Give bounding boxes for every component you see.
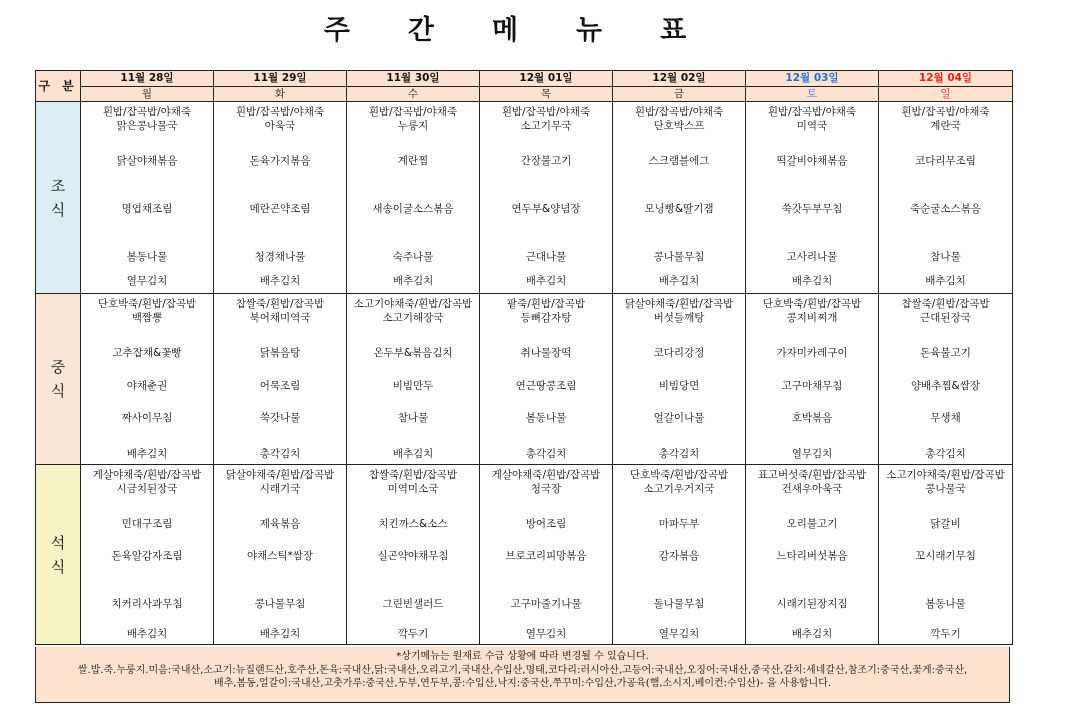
menu-item: 총각김치 — [525, 448, 567, 460]
menu-item: 제육볶음 — [259, 518, 301, 530]
menu-item: 소고기무국 — [520, 120, 572, 132]
menu-cell — [746, 465, 879, 645]
menu-item: 닭살야채죽/흰밥/잡곡밥 — [225, 469, 335, 481]
menu-item: 열무김치 — [126, 275, 168, 287]
menu-item: 명엽채조림 — [121, 203, 173, 215]
origin-notice — [35, 647, 1010, 703]
notice-line: 배추,봄동,얼갈이:국내산,고춧가루:중국산,두부,연두부,콩:수입산,낙지:중국산,쭈꾸미:수입산,가공육(햄,소시지,베이컨:수입산)- 을 사용합니다. — [213, 678, 832, 689]
menu-item: 돌나물무침 — [653, 598, 705, 610]
menu-cell — [81, 465, 214, 645]
menu-item: 총각김치 — [259, 448, 301, 460]
menu-item: 야채춘권 — [126, 380, 168, 392]
date-header: 11월 30일 — [347, 71, 480, 87]
menu-item: 미역미소국 — [387, 483, 439, 495]
menu-cell — [347, 465, 480, 645]
menu-item: 온두부&볶음김치 — [373, 347, 453, 359]
menu-item: 청경채나물 — [254, 251, 306, 263]
menu-item: 짜사이무침 — [121, 412, 173, 424]
menu-cell — [879, 102, 1013, 294]
menu-item: 연두부&양념장 — [511, 203, 581, 215]
day-header: 목 — [480, 87, 613, 102]
menu-item: 고추잡채&꽃빵 — [112, 347, 182, 359]
menu-item: 돈육알감자조림 — [111, 550, 183, 562]
menu-item: 방어조림 — [525, 518, 567, 530]
date-header-sunday: 12월 04일 — [879, 71, 1013, 87]
menu-item: 시금치된장국 — [116, 483, 178, 495]
menu-item: 브로코리피망볶음 — [505, 550, 587, 562]
menu-item: 근대된장국 — [920, 312, 971, 324]
day-header: 월 — [81, 87, 214, 102]
menu-item: 봄동나물 — [925, 598, 966, 610]
menu-item: 찹쌀죽/흰밥/잡곡밥 — [368, 469, 458, 481]
menu-cell — [613, 102, 746, 294]
date-header: 12월 01일 — [480, 71, 613, 87]
menu-item: 콩나물무침 — [653, 251, 705, 263]
menu-item: 찹쌀죽/흰밥/잡곡밥 — [901, 298, 990, 310]
menu-item: 그린빈샐러드 — [382, 598, 444, 610]
title-char: 메 — [491, 15, 519, 46]
menu-item: 배추김치 — [925, 275, 966, 287]
menu-item: 단호박스프 — [653, 120, 705, 132]
notice-line: 쌀.밥.죽.누룽지.미음:국내산,소고기:뉴질랜드산,호주산,돈육:국내산,닭:국내산,오리고기,국내산,수입산,명태,코다리:러시아산,고등어:국내산,오징어:국내산,중국산,갈치:세네갈산,참조기:중국산,꽃게:중국산, — [77, 664, 968, 676]
menu-item: 청국장 — [530, 483, 562, 495]
menu-item: 치킨까스&소스 — [378, 518, 448, 530]
menu-item: 흰밥/잡곡밥/야채죽 — [235, 106, 325, 118]
menu-item: 배추김치 — [658, 275, 700, 287]
menu-item: 쑥갓두부무침 — [781, 203, 843, 215]
menu-item: 계란국 — [930, 120, 961, 132]
day-header: 금 — [613, 87, 746, 102]
menu-item: 양배추찜&쌈장 — [910, 380, 981, 392]
menu-item: 소고기우거지국 — [643, 483, 715, 495]
menu-item: 흰밥/잡곡밥/야채죽 — [368, 106, 458, 118]
menu-item: 표고버섯죽/흰밥/잡곡밥 — [757, 469, 867, 481]
menu-item: 흰밥/잡곡밥/야채죽 — [634, 106, 724, 118]
menu-cell — [746, 102, 879, 294]
menu-item: 떡갈비야채볶음 — [776, 155, 848, 167]
menu-item: 열무김치 — [791, 448, 833, 460]
menu-item: 닭살야채볶음 — [116, 155, 178, 167]
menu-item: 흰밥/잡곡밥/야채죽 — [901, 106, 990, 118]
menu-item: 버섯들깨탕 — [653, 312, 705, 324]
menu-cell — [347, 102, 480, 294]
title-char: 표 — [660, 15, 687, 46]
menu-cell — [480, 102, 613, 294]
menu-item: 흰밥/잡곡밥/야채죽 — [767, 106, 857, 118]
menu-item: 소고기야채죽/흰밥/잡곡밥 — [353, 298, 473, 310]
menu-item: 깍두기 — [930, 628, 961, 640]
day-header: 화 — [214, 87, 347, 102]
menu-item: 건새우아욱국 — [781, 483, 843, 495]
menu-item: 소고기야채죽/흰밥/잡곡밥 — [886, 469, 1005, 481]
menu-item: 메란곤약조림 — [249, 203, 311, 215]
menu-item: 배추김치 — [392, 275, 434, 287]
menu-item: 북어채미역국 — [249, 312, 311, 324]
menu-item: 시래기국 — [259, 483, 301, 495]
gubun-header: 구 분 — [36, 71, 81, 102]
menu-item: 돈육불고기 — [920, 347, 971, 359]
menu-item: 계란찜 — [397, 155, 429, 167]
menu-item: 배추김치 — [791, 275, 833, 287]
menu-item: 모닝빵&딸기잼 — [644, 203, 714, 215]
menu-cell — [879, 294, 1013, 465]
menu-item: 죽순굴소스볶음 — [909, 203, 981, 215]
menu-cell — [613, 465, 746, 645]
menu-item: 돈육가지볶음 — [249, 155, 311, 167]
menu-item: 닭살야채죽/흰밥/잡곡밥 — [624, 298, 734, 310]
menu-item: 단호박죽/흰밥/잡곡밥 — [97, 298, 197, 310]
menu-item: 소고기해장국 — [382, 312, 444, 324]
title-char: 간 — [407, 15, 434, 46]
menu-item: 흰밥/잡곡밥/야채죽 — [102, 106, 192, 118]
menu-item: 봄동나물 — [126, 251, 168, 263]
menu-cell — [480, 294, 613, 465]
menu-item: 느타리버섯볶음 — [776, 550, 848, 562]
menu-item: 단호박죽/흰밥/잡곡밥 — [629, 469, 729, 481]
menu-cell — [214, 294, 347, 465]
day-header-saturday: 토 — [746, 87, 879, 102]
menu-item: 코다리무조림 — [915, 155, 976, 167]
notice-line: *상기메뉴는 원재료 수급 상황에 따라 변경될 수 있습니다. — [396, 651, 649, 662]
menu-item: 콩나물국 — [925, 483, 966, 495]
menu-item: 참나물 — [397, 412, 429, 424]
menu-item: 간장불고기 — [520, 155, 572, 167]
menu-item: 배추김치 — [525, 275, 567, 287]
menu-item: 아욱국 — [264, 120, 296, 132]
menu-item: 근대나물 — [525, 251, 567, 263]
meal-row — [36, 294, 1013, 465]
date-header: 11월 28일 — [81, 71, 214, 87]
weekly-menu-table — [35, 70, 1013, 645]
menu-item: 배추김치 — [392, 448, 434, 460]
menu-item: 팥죽/흰밥/잡곡밥 — [506, 298, 586, 310]
menu-item: 배추김치 — [259, 628, 301, 640]
menu-cell — [347, 294, 480, 465]
meal-row — [36, 102, 1013, 294]
menu-item: 비빔당면 — [658, 380, 700, 392]
menu-item: 새송이굴소스볶음 — [372, 203, 454, 215]
menu-item: 쑥갓나물 — [259, 412, 301, 424]
menu-item: 오리불고기 — [786, 518, 838, 530]
menu-item: 미역국 — [796, 120, 828, 132]
date-header-saturday: 12월 03일 — [746, 71, 879, 87]
menu-item: 봄동나물 — [525, 412, 567, 424]
menu-cell — [214, 465, 347, 645]
menu-cell — [879, 465, 1013, 645]
menu-item: 누룽지 — [397, 120, 429, 132]
menu-item: 고사리나물 — [786, 251, 838, 263]
menu-item: 참나물 — [930, 251, 961, 263]
meal-label: 중 식 — [36, 294, 81, 465]
menu-item: 단호박죽/흰밥/잡곡밥 — [762, 298, 862, 310]
menu-item: 게살야채죽/흰밥/잡곡밥 — [491, 469, 601, 481]
menu-item: 배추김치 — [126, 628, 168, 640]
menu-item: 감자볶음 — [658, 550, 700, 562]
menu-item: 연근땅콩조림 — [515, 380, 577, 392]
menu-item: 고구마줄기나물 — [510, 598, 582, 610]
menu-item: 게살야채죽/흰밥/잡곡밥 — [92, 469, 202, 481]
menu-item: 닭갈비 — [930, 518, 961, 530]
menu-cell — [81, 294, 214, 465]
menu-item: 백짬뽕 — [131, 312, 163, 324]
menu-cell — [81, 102, 214, 294]
day-header-sunday: 일 — [879, 87, 1013, 102]
menu-item: 깍두기 — [397, 628, 429, 640]
menu-item: 배추김치 — [259, 275, 301, 287]
menu-item: 열무김치 — [525, 628, 567, 640]
menu-item: 무생채 — [930, 412, 961, 424]
menu-item: 총각김치 — [925, 448, 966, 460]
menu-cell — [613, 294, 746, 465]
menu-item: 코다리강정 — [653, 347, 705, 359]
menu-item: 민대구조림 — [121, 518, 173, 530]
menu-item: 열무김치 — [658, 628, 700, 640]
menu-cell — [214, 102, 347, 294]
menu-item: 비빔만두 — [392, 380, 434, 392]
menu-item: 꼬시래기무침 — [915, 550, 976, 562]
menu-item: 가자미카레구이 — [776, 347, 848, 359]
menu-item: 찹쌀죽/흰밥/잡곡밥 — [235, 298, 325, 310]
menu-item: 어묵조림 — [259, 380, 301, 392]
menu-item: 얼갈이나물 — [653, 412, 705, 424]
menu-item: 마파두부 — [658, 518, 700, 530]
menu-item: 닭볶음탕 — [259, 347, 301, 359]
day-header: 수 — [347, 87, 480, 102]
menu-item: 고구마채무침 — [781, 380, 843, 392]
menu-item: 숙주나물 — [392, 251, 434, 263]
meal-row — [36, 465, 1013, 645]
meal-label: 조 식 — [36, 102, 81, 294]
menu-item: 배추김치 — [791, 628, 833, 640]
menu-item: 흰밥/잡곡밥/야채죽 — [501, 106, 591, 118]
menu-item: 총각김치 — [658, 448, 700, 460]
menu-item: 치커리사과무침 — [111, 598, 183, 610]
date-header: 11월 29일 — [214, 71, 347, 87]
meal-label: 석 식 — [36, 465, 81, 645]
menu-item: 배추김치 — [126, 448, 168, 460]
menu-item: 실곤약야채무침 — [377, 550, 449, 562]
menu-item: 시래기된장지짐 — [776, 598, 848, 610]
menu-item: 콩나물무침 — [254, 598, 306, 610]
menu-cell — [746, 294, 879, 465]
menu-item: 호박볶음 — [791, 412, 833, 424]
menu-item: 취나물장떡 — [520, 347, 572, 359]
date-header: 12월 02일 — [613, 71, 746, 87]
menu-item: 등뼈감자탕 — [520, 312, 572, 324]
title-char: 뉴 — [576, 15, 603, 46]
page-title — [0, 8, 1010, 47]
title-char: 주 — [323, 15, 350, 46]
menu-cell — [480, 465, 613, 645]
menu-item: 맑은콩나물국 — [116, 120, 178, 132]
menu-item: 야채스틱*쌈장 — [246, 550, 314, 562]
menu-item: 스크램블에그 — [648, 155, 710, 167]
menu-item: 콩지비찌개 — [786, 312, 838, 324]
